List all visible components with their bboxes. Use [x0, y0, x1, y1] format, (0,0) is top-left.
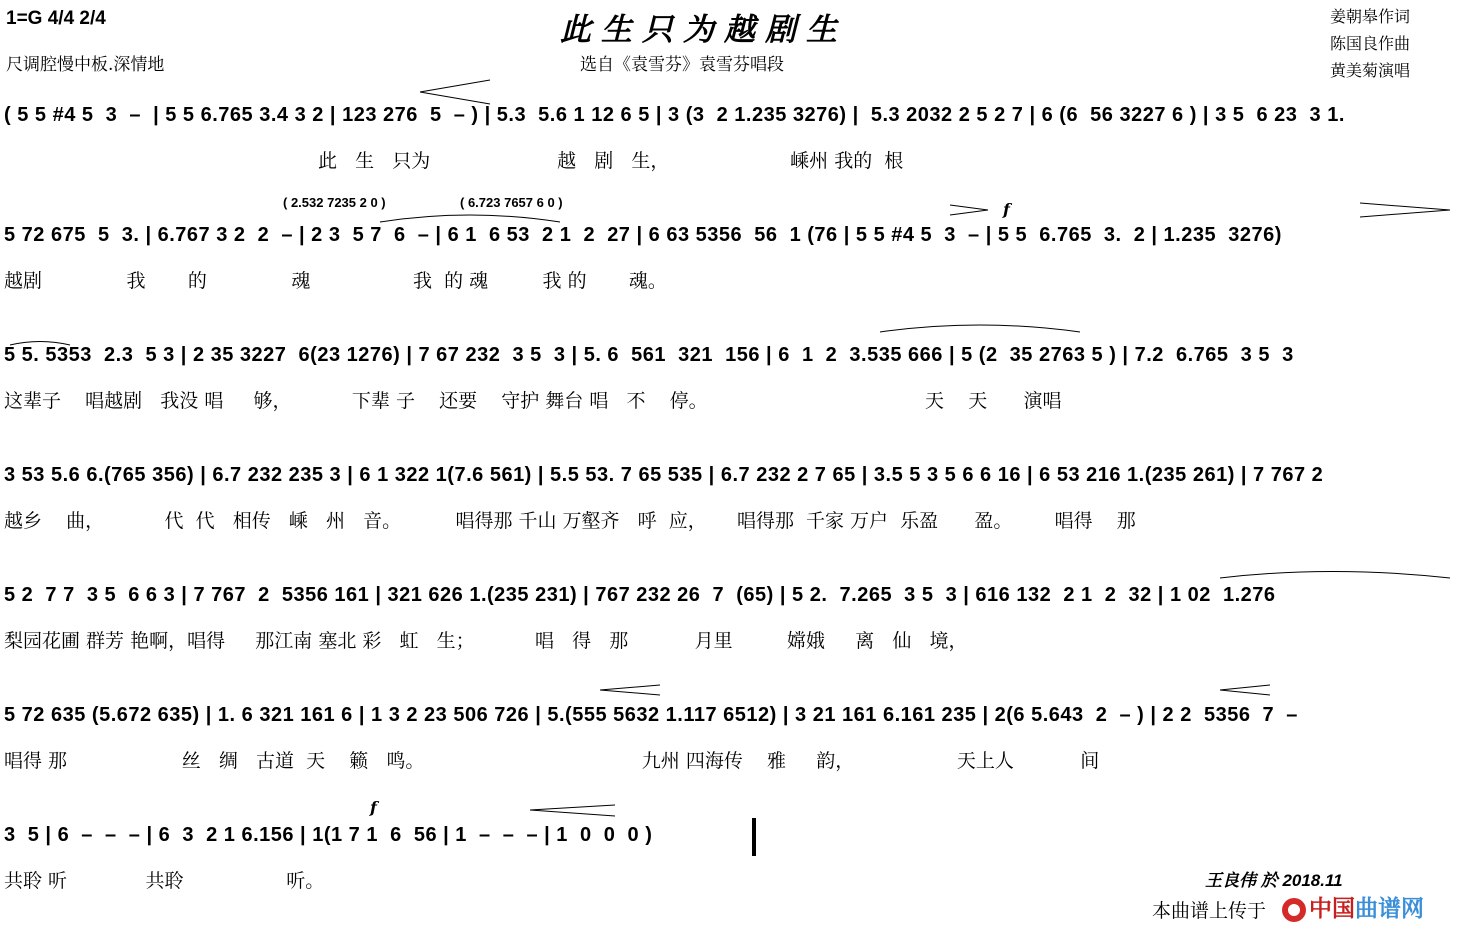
tempo-marking: 尺调腔慢中板.深情地 — [6, 55, 165, 75]
notation-line-7: 3 5 | 6 – – – | 6 3 2 1 6.156 | 1(1 7 1 6 56 | 1 – – – | 1 0 0 0 ) — [4, 824, 653, 846]
bracket-notes-1: ( 2.532 7235 2 0 ) — [283, 195, 386, 210]
notation-line-5: 5 2 7 7 3 5 6 6 3 | 7 767 2 5356 161 | 321 626 1.(235 231) | 767 232 26 7 (65) | 5 2. 7.265 3 5 3 | 616 132 2 1 2 32 | 1 02 1.276 — [4, 584, 1276, 606]
lyrics-line-4: 越乡 曲， 代 代 相传 嵊 州 音。 唱得那 千山 万壑齐 呼 应， 唱得那 千家 万户 乐盈 盈。 唱得 那 — [4, 510, 1136, 532]
singer-credit: 黄美菊演唱 — [1330, 61, 1411, 80]
site-logo[interactable] — [1282, 890, 1424, 923]
lyricist-credit: 姜朝皋作词 — [1330, 7, 1411, 26]
logo-icon — [1282, 898, 1306, 922]
upload-note: 本曲谱上传于 — [1152, 901, 1267, 922]
dynamic-forte: f — [1003, 200, 1010, 219]
score-title: 此生只为越剧生 — [560, 12, 847, 48]
lyrics-line-5: 梨园花圃 群芳 艳啊，唱得 那江南 塞北 彩 虹 生； 唱 得 那 月里 嫦娥 离 仙 境， — [4, 630, 968, 652]
notation-line-3: 5 5. 5353 2.3 5 3 | 2 35 3227 6(23 1276) | 7 67 232 3 5 3 | 5. 6 561 321 156 | 6 1 2 3.535 666 | 5 (2 35 2763 5 ) | 7.2 6.765 3 5 3 — [4, 344, 1294, 366]
logo-text-qp: 曲谱网 — [1355, 895, 1424, 921]
notation-line-1: ( 5 5 #4 5 3 – | 5 5 6.765 3.4 3 2 | 123 276 5 – ) | 5.3 5.6 1 12 6 5 | 3 (3 2 1.235 3276) | 5.3 2032 2 5 2 7 | 6 (6 56 3227 6 ) | 3 5 6 23 3 1. — [4, 104, 1345, 126]
lyrics-line-2: 越剧 我 的 魂 我 的 魂 我 的 魂。 — [4, 270, 667, 292]
composer-credit: 陈国良作曲 — [1330, 34, 1411, 53]
lyrics-line-6: 唱得 那 丝 绸 古道 天 籁 鸣。 九州 四海传 雅 韵， 天上人 间 — [4, 750, 1100, 772]
lyrics-line-1: 此 生 只为 越 剧 生， 嵊州 我的 根 — [4, 150, 904, 172]
lyrics-line-3: 这辈子 唱越剧 我没 唱 够， 下辈 子 还要 守护 舞台 唱 不 停。 天 天 演唱 — [4, 390, 1062, 412]
notation-line-2: 5 72 675 5 3. | 6.767 3 2 2 – | 2 3 5 7 6 – | 6 1 6 53 2 1 2 27 | 6 63 5356 56 1 (76 | 5 5 #4 5 3 – | 5 5 6.765 3. 2 | 1.235 3276) — [4, 224, 1282, 246]
logo-text-cn: 中国 — [1309, 895, 1355, 921]
transcriber-signature: 王良伟 於 2018.11 — [1205, 871, 1343, 890]
notation-line-6: 5 72 635 (5.672 635) | 1. 6 321 161 6 | 1 3 2 23 506 726 | 5.(555 5632 1.117 6512) | 3 21 161 6.161 235 | 2(6 5.643 2 – ) | 2 2 5356 7 – — [4, 704, 1298, 726]
dynamic-forte-2: f — [370, 798, 377, 817]
bracket-notes-2: ( 6.723 7657 6 0 ) — [460, 195, 563, 210]
score-subtitle: 选自《袁雪芬》袁雪芬唱段 — [580, 55, 784, 75]
lyrics-line-7: 共聆 听 共聆 听。 — [4, 870, 325, 892]
notation-line-4: 3 53 5.6 6.(765 356) | 6.7 232 235 3 | 6 1 322 1(7.6 561) | 5.5 53. 7 65 535 | 6.7 232 2 7 65 | 3.5 5 3 5 6 6 16 | 6 53 216 1.(235 261) | 7 767 2 — [4, 464, 1324, 486]
key-signature: 1=G 4/4 2/4 — [6, 8, 106, 29]
